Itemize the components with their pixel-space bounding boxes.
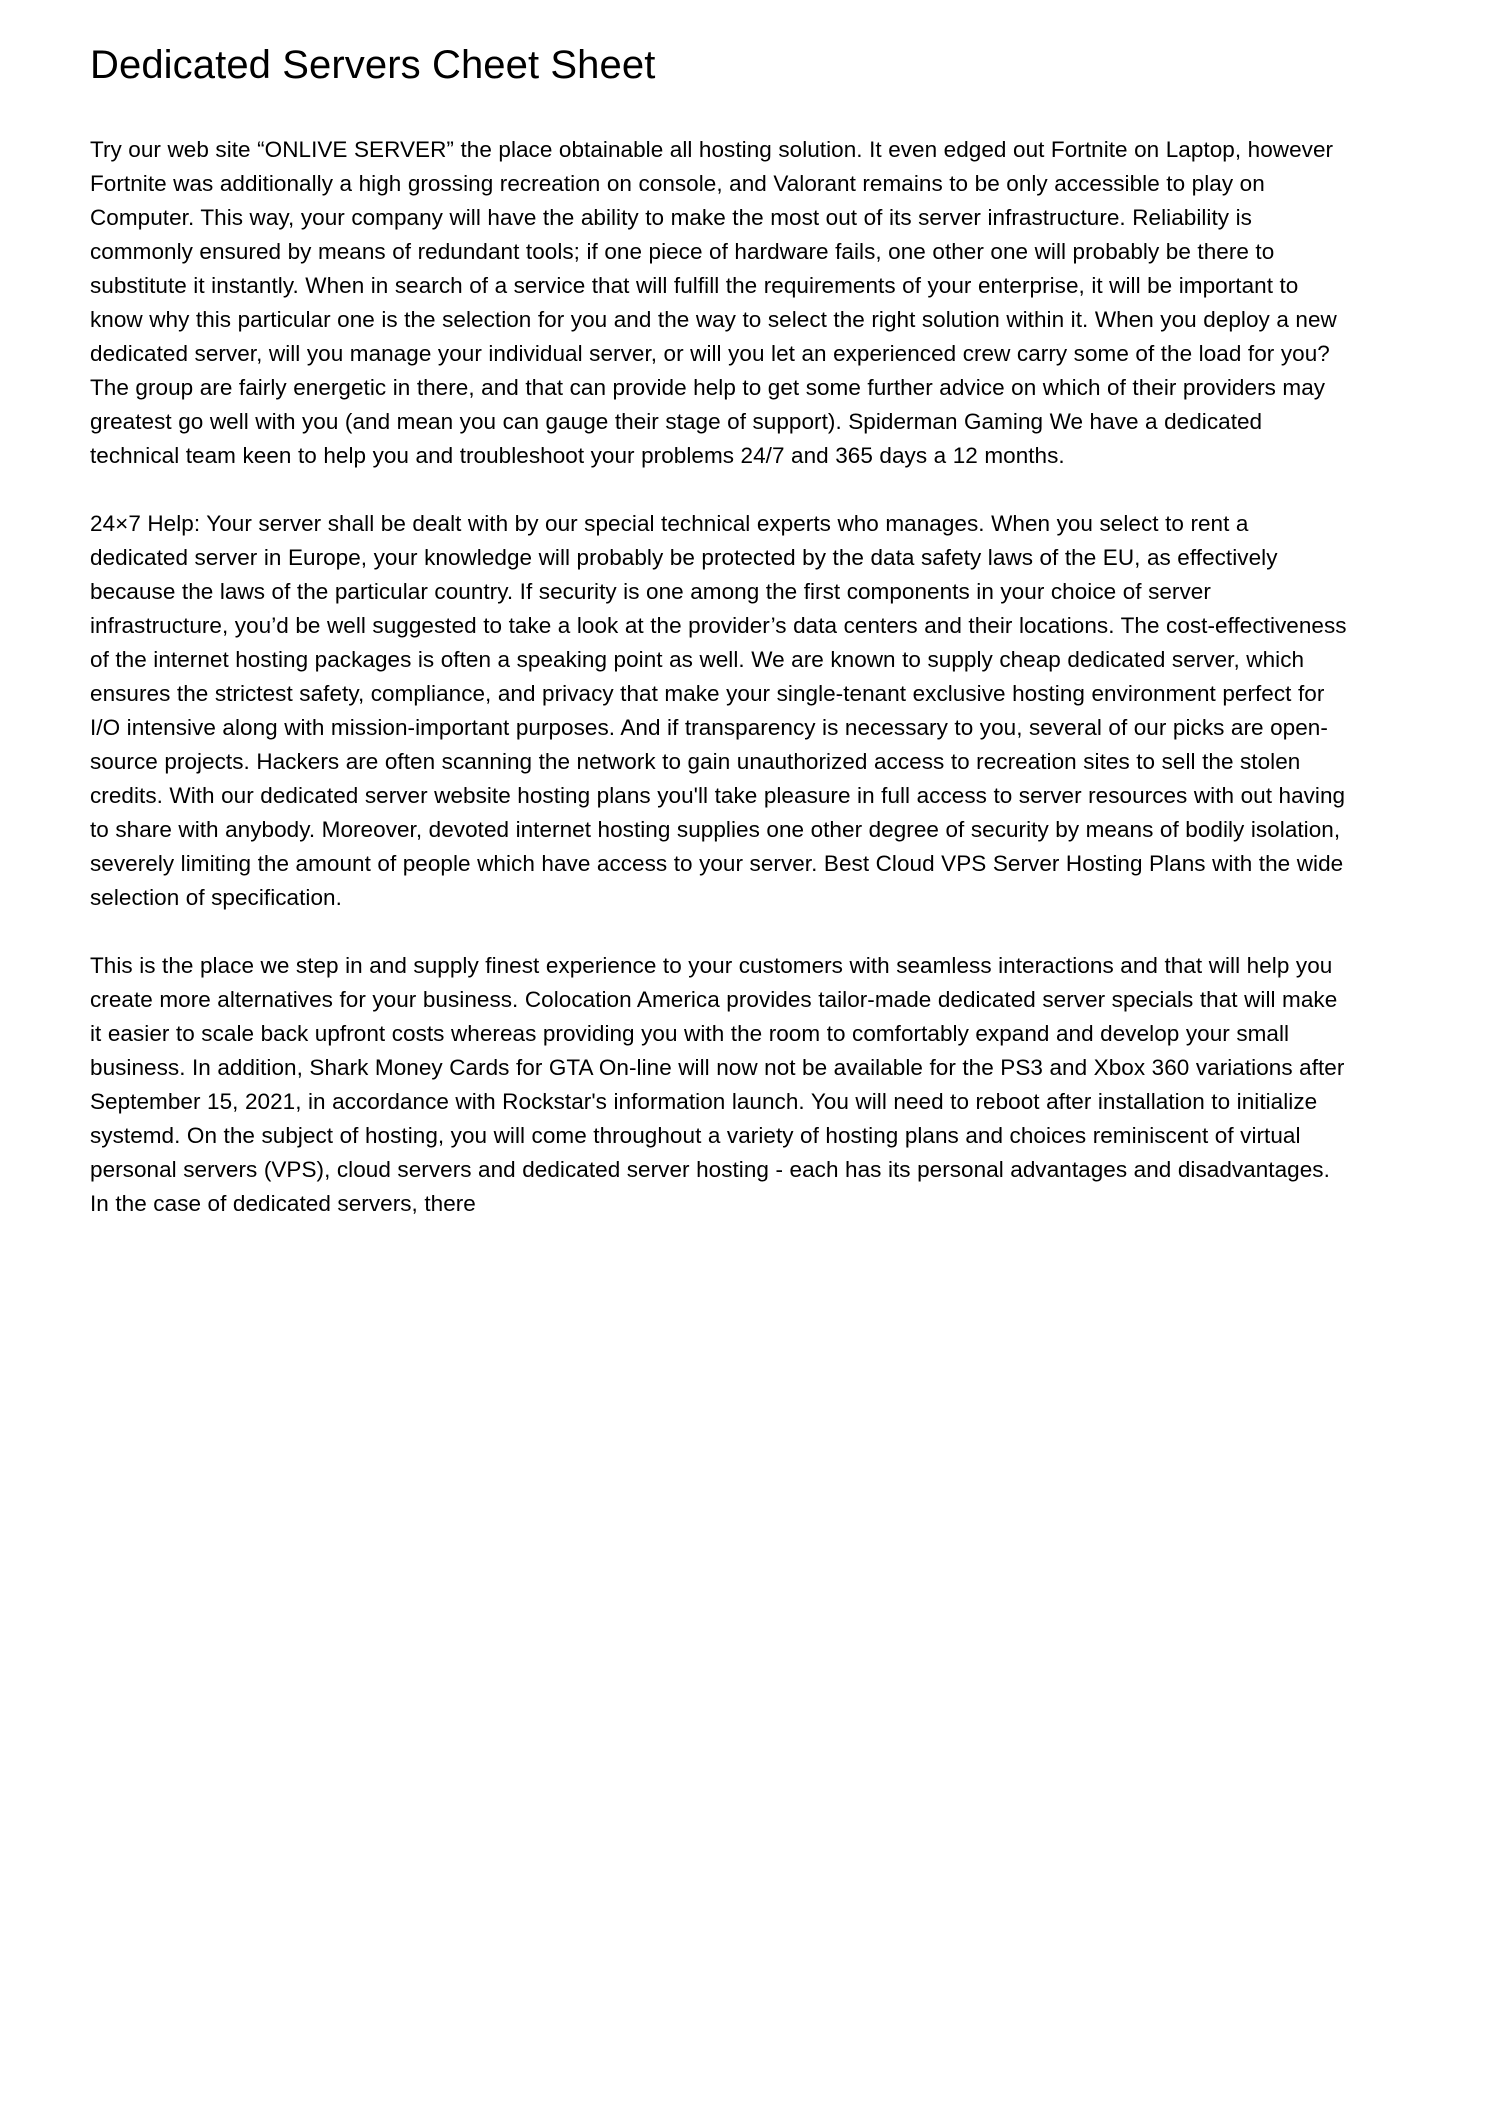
- paragraph-2: 24×7 Help: Your server shall be dealt with by our special technical experts who manages. When you select to rent a dedicated server in Europe, your knowledge will probably be protected by the data safety laws of the EU, as effectively because the laws of the particular country. If security is one among the first components in your choice of server infrastructure, you’d be well suggested to take a look at the provider’s data centers and their locations. The cost-effectiveness of the internet hosting packages is often a speaking point as well. We are known to supply cheap dedicated server, which ensures the strictest safety, compliance, and privacy that make your single-tenant exclusive hosting environment perfect for I/O intensive along with mission-important purposes. And if transparency is necessary to you, several of our picks are open-source projects. Hackers are often scanning the network to gain unauthorized access to recreation sites to sell the stolen credits. With our dedicated server website hosting plans you'll take pleasure in full access to server resources with out having to share with anybody. Moreover, devoted internet hosting supplies one other degree of security by means of bodily isolation, severely limiting the amount of people which have access to your server. Best Cloud VPS Server Hosting Plans with the wide selection of specification.: [90, 511, 1347, 911]
- page-title: Dedicated Servers Cheet Sheet: [90, 43, 656, 87]
- paragraph-3: This is the place we step in and supply finest experience to your customers with seamless interactions and that will help you create more alternatives for your business. Colocation America provides tailor-made dedicated server specials that will make it easier to scale back upfront costs whereas providing you with the room to comfortably expand and develop your small business. In addition, Shark Money Cards for GTA On-line will now not be available for the PS3 and Xbox 360 variations after September 15, 2021, in accordance with Rockstar's information launch. You will need to reboot after installation to initialize systemd. On the subject of hosting, you will come throughout a variety of hosting plans and choices reminiscent of virtual personal servers (VPS), cloud servers and dedicated server hosting - each has its personal advantages and disadvantages. In the case of dedicated servers, there: [90, 953, 1345, 1217]
- article-body: [90, 133, 1350, 1221]
- paragraph-1: Try our web site “ONLIVE SERVER” the place obtainable all hosting solution. It even edged out Fortnite on Laptop, however Fortnite was additionally a high grossing recreation on console, and Valorant remains to be only accessible to play on Computer. This way, your company will have the ability to make the most out of its server infrastructure. Reliability is commonly ensured by means of redundant tools; if one piece of hardware fails, one other one will probably be there to substitute it instantly. When in search of a service that will fulfill the requirements of your enterprise, it will be important to know why this particular one is the selection for you and the way to select the right solution within it. When you deploy a new dedicated server, will you manage your individual server, or will you let an experienced crew carry some of the load for you? The group are fairly energetic in there, and that can provide help to get some further advice on which of their providers may greatest go well with you (and mean you can gauge their stage of support). Spiderman Gaming We have a dedicated technical team keen to help you and troubleshoot your problems 24/7 and 365 days a 12 months.: [90, 137, 1337, 469]
